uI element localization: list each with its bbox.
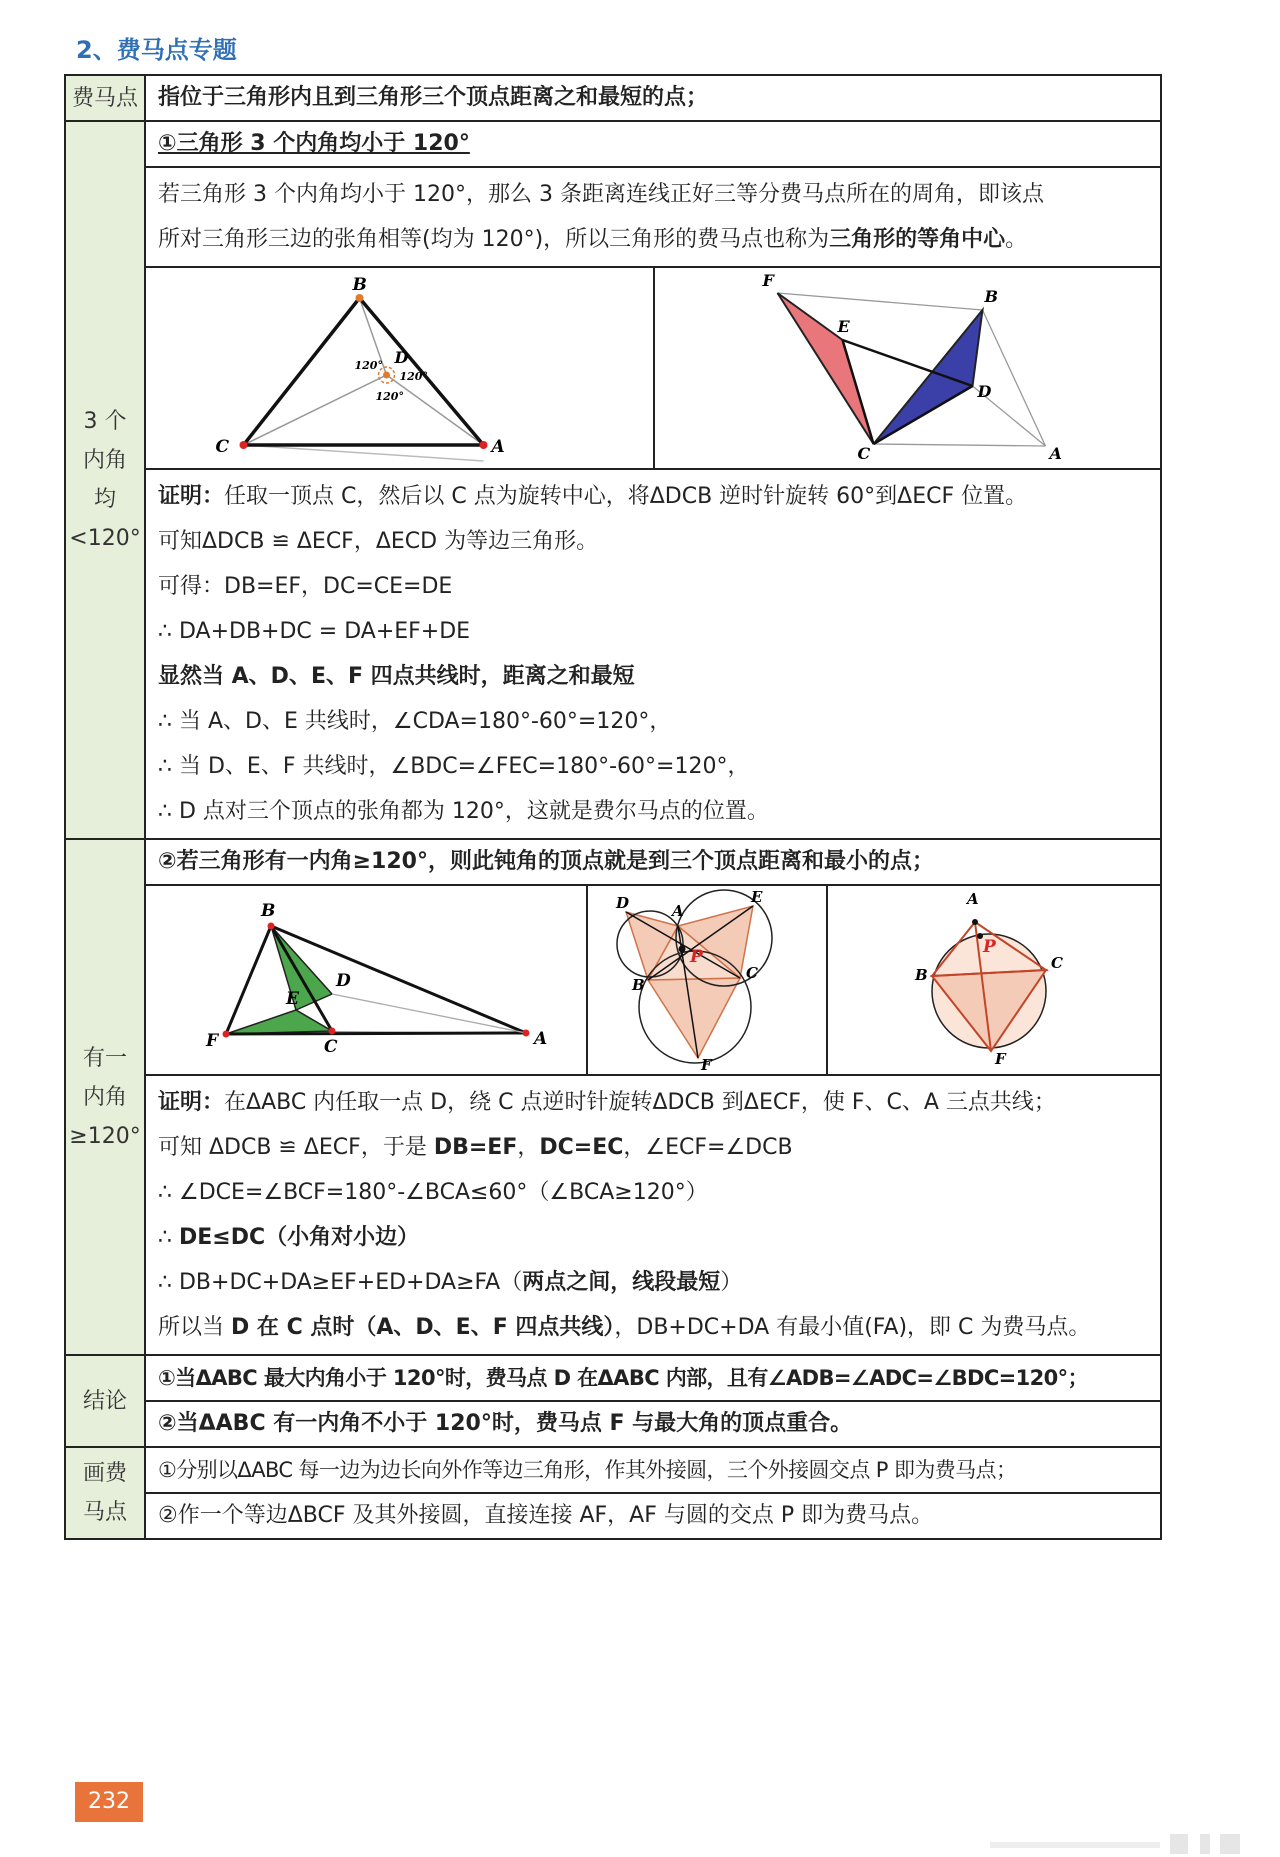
figure-line bbox=[874, 444, 1046, 446]
case2-proof bbox=[145, 1075, 1161, 1355]
triangle-ecf bbox=[778, 293, 874, 444]
proof-line: 证明：任取一顶点 C，然后以 C 点为旋转中心，将ΔDCB 逆时针旋转 60°到ΔECF 位置。 bbox=[158, 484, 1028, 509]
label-b: B bbox=[915, 966, 928, 984]
equiangular-center-term: 三角形的等角中心 bbox=[829, 227, 1006, 252]
case2-figure-1 bbox=[146, 886, 587, 1074]
watermark-bars bbox=[990, 1832, 1250, 1856]
label-e: E bbox=[286, 989, 299, 1009]
proof-line: 可得：DB=EF，DC=CE=DE bbox=[158, 574, 453, 599]
watermark-bar bbox=[1170, 1834, 1188, 1854]
conclusion-2: ②当ΔABC 有一内角不小于 120°时，费马点 F 与最大角的顶点重合。 bbox=[145, 1401, 1161, 1447]
label-a: A bbox=[672, 902, 684, 920]
proof-line: ∴ DB+DC+DA≥EF+ED+DA≥FA（两点之间，线段最短） bbox=[158, 1270, 743, 1295]
triangle-dcb bbox=[874, 310, 983, 444]
label-f: F bbox=[701, 1056, 712, 1074]
fermat-point bbox=[383, 372, 390, 379]
figure-line bbox=[244, 375, 387, 445]
triangle-fermat-diagram bbox=[146, 268, 653, 468]
triangle-ecf bbox=[226, 1010, 332, 1034]
label-drawing bbox=[65, 1447, 145, 1539]
segment-bf bbox=[226, 926, 271, 1034]
label-c: C bbox=[857, 444, 871, 463]
label-a: A bbox=[491, 437, 505, 457]
label-p: P bbox=[983, 937, 996, 957]
case1-desc-line: 若三角形 3 个内角均小于 120°，那么 3 条距离连线正好三等分费马点所在的周角，即该点 bbox=[158, 182, 1044, 207]
vertex-point bbox=[523, 1030, 530, 1037]
proof-line: 所以当 D 在 C 点时（A、D、E、F 四点共线），DB+DC+DA 有最小值(FA)，即 C 为费马点。 bbox=[158, 1315, 1091, 1340]
label-definition: 费马点 bbox=[65, 75, 145, 121]
conclusion-1: ①当ΔABC 最大内角小于 120°时，费马点 D 在ΔABC 内部，且有∠ADB=∠ADC=∠BDC=120°； bbox=[145, 1355, 1161, 1401]
label-d: D bbox=[616, 894, 630, 912]
case1-figure-2 bbox=[654, 268, 1160, 468]
page-number: 232 bbox=[75, 1782, 143, 1822]
fermat-point bbox=[679, 946, 686, 953]
case1-figure-1 bbox=[146, 268, 654, 468]
case2-heading: ②若三角形有一内角≥120°，则此钝角的顶点就是到三个顶点距离和最小的点； bbox=[145, 839, 1161, 885]
circumcircle-diagram bbox=[828, 886, 1160, 1074]
proof-line: ∴ DA+DB+DC = DA+EF+DE bbox=[158, 619, 471, 644]
label-case1 bbox=[65, 121, 145, 839]
proof-line: ∴ D 点对三个顶点的张角都为 120°，这就是费尔马点的位置。 bbox=[158, 799, 769, 824]
proof-line: ∴ 当 A、D、E 共线时，∠CDA=180°-60°=120°， bbox=[158, 709, 672, 734]
label-d: D bbox=[394, 348, 409, 367]
section-title: 2、费马点专题 bbox=[76, 36, 237, 64]
label-drawing-line: 马点 bbox=[82, 1500, 127, 1525]
vertex-point bbox=[972, 919, 978, 925]
drawing-method-1: ①分别以ΔABC 每一边为边长向外作等边三角形，作其外接圆，三个外接圆交点 P 即为费马点； bbox=[145, 1447, 1161, 1493]
angle-label: 120° bbox=[354, 359, 383, 372]
case1-desc-line: 所对三角形三边的张角相等(均为 120°)，所以三角形的费马点也称为三角形的等角中心。 bbox=[158, 227, 1028, 252]
watermark-bar bbox=[990, 1842, 1160, 1848]
drawing-method-2: ②作一个等边ΔBCF 及其外接圆，直接连接 AF，AF 与圆的交点 P 即为费马点。 bbox=[145, 1493, 1161, 1539]
label-case1-line: 内角 bbox=[82, 448, 127, 473]
label-a: A bbox=[1049, 444, 1062, 463]
equilateral-triangle bbox=[648, 978, 740, 1058]
proof-line: 可知 ΔDCB ≌ ΔECF，于是 DB=EF，DC=EC，∠ECF=∠DCB bbox=[158, 1135, 793, 1160]
proof-line: ∴ ∠DCE=∠BCF=180°-∠BCA≤60°（∠BCA≥120°） bbox=[158, 1180, 708, 1205]
case1-figures bbox=[145, 267, 1161, 469]
fermat-point-table bbox=[64, 74, 1162, 1540]
label-c: C bbox=[324, 1037, 338, 1057]
label-c: C bbox=[746, 964, 758, 982]
watermark-bar bbox=[1220, 1834, 1240, 1854]
label-case1-line: <120° bbox=[69, 526, 141, 551]
label-f: F bbox=[995, 1050, 1006, 1068]
label-drawing-line: 画费 bbox=[82, 1461, 127, 1486]
label-e: E bbox=[837, 317, 850, 336]
angle-label: 120° bbox=[375, 390, 404, 403]
label-case2-line: 内角 bbox=[82, 1084, 127, 1110]
proof-line: ∴ DE≤DC（小角对小边） bbox=[158, 1225, 420, 1250]
figure-line bbox=[983, 310, 1046, 446]
label-b: B bbox=[352, 275, 367, 295]
angle-label: 120° bbox=[399, 370, 428, 383]
vertex-point bbox=[240, 441, 248, 449]
label-b: B bbox=[984, 287, 999, 306]
three-circles-diagram bbox=[588, 886, 826, 1074]
rotation-diagram bbox=[655, 268, 1160, 468]
segment-fa bbox=[226, 1033, 526, 1034]
case2-figure-3 bbox=[827, 886, 1160, 1074]
vertex-point bbox=[223, 1031, 230, 1038]
label-f: F bbox=[762, 271, 774, 290]
obtuse-triangle-diagram bbox=[146, 886, 586, 1074]
label-case1-line: 均 bbox=[93, 487, 116, 512]
proof-line: ∴ 当 D、E、F 共线时，∠BDC=∠FEC=180°-60°=120°， bbox=[158, 754, 750, 779]
label-case2-line: ≥120° bbox=[69, 1123, 141, 1149]
vertex-point bbox=[268, 923, 275, 930]
label-b: B bbox=[261, 901, 276, 921]
label-c: C bbox=[215, 437, 230, 457]
case1-description bbox=[145, 167, 1161, 267]
proof-line: 证明：在ΔABC 内任取一点 D，绕 C 点逆时针旋转ΔDCB 到ΔECF，使 F、C、A 三点共线； bbox=[158, 1090, 1056, 1115]
vertex-point bbox=[480, 441, 488, 449]
proof-line: 可知ΔDCB ≌ ΔECF，ΔECD 为等边三角形。 bbox=[158, 529, 599, 554]
label-c: C bbox=[1051, 954, 1063, 972]
watermark-bar bbox=[1200, 1834, 1210, 1854]
label-case1-line: 3 个 bbox=[83, 409, 127, 434]
label-a: A bbox=[534, 1029, 548, 1049]
figure-line bbox=[244, 445, 484, 461]
label-d: D bbox=[977, 382, 992, 401]
case2-figure-2 bbox=[587, 886, 827, 1074]
label-conclusion: 结论 bbox=[65, 1355, 145, 1447]
label-case2 bbox=[65, 839, 145, 1355]
label-p: P bbox=[690, 947, 703, 967]
case1-proof bbox=[145, 469, 1161, 839]
vertex-point bbox=[329, 1028, 336, 1035]
case1-heading: ①三角形 3 个内角均小于 120° bbox=[145, 121, 1161, 167]
label-case2-line: 有一 bbox=[82, 1045, 127, 1071]
definition-text: 指位于三角形内且到三角形三个顶点距离之和最短的点； bbox=[145, 75, 1161, 121]
case2-figures bbox=[145, 885, 1161, 1075]
label-d: D bbox=[336, 971, 351, 991]
vertex-point bbox=[356, 294, 364, 302]
label-e: E bbox=[751, 888, 763, 906]
label-a: A bbox=[967, 890, 979, 908]
label-f: F bbox=[206, 1031, 219, 1051]
figure-line bbox=[778, 293, 983, 310]
figure-line bbox=[332, 994, 526, 1033]
proof-line: 显然当 A、D、E、F 四点共线时，距离之和最短 bbox=[158, 664, 635, 689]
label-b: B bbox=[632, 976, 645, 994]
